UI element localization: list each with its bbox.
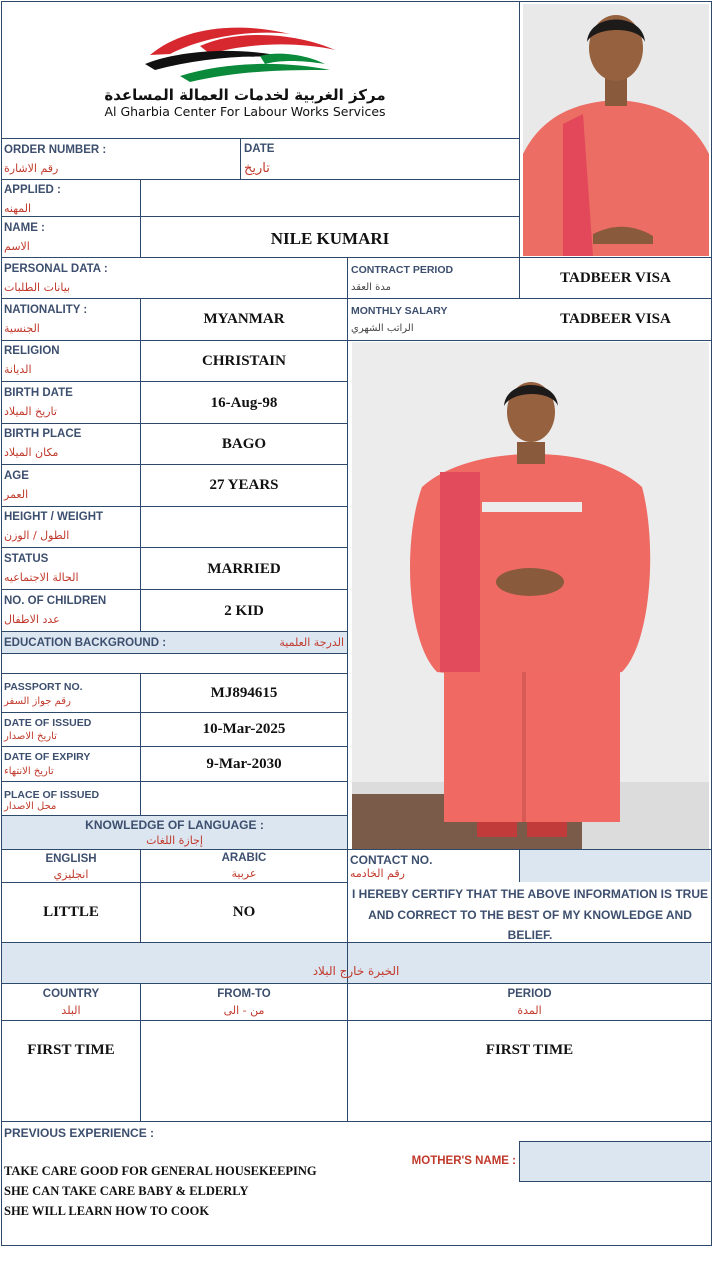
country-label: COUNTRY [42,988,100,1000]
age-label: AGE [4,470,29,482]
age-label-ar: العمر [4,488,29,501]
children-value: 2 KID [224,603,264,619]
certify-statement: I HEREBY CERTIFY THAT THE ABOVE INFORMATION IS TRUE AND CORRECT TO THE BEST OF MY KNOWLEDGE AND BELIEF. [351,887,708,942]
date-label-ar: تاريخ [244,161,270,176]
passport-no-label: PASSPORT NO. [4,681,83,693]
mothers-name-field [519,1141,710,1181]
previous-experience-label: PREVIOUS EXPERIENCE : [4,1126,155,1140]
company-logo [140,20,340,86]
height-weight-label-ar: الطول / الوزن [4,529,70,542]
date-label: DATE [244,143,275,155]
english-level-value: LITTLE [43,904,99,920]
monthly-salary-value: TADBEER VISA [560,311,671,327]
place-issued-label: PLACE OF ISSUED [4,789,100,801]
date-issued-label-ar: تاريخ الاصدار [4,731,57,742]
nationality-label: NATIONALITY : [4,304,88,316]
nationality-value: MYANMAR [203,311,285,327]
arabic-level-value: NO [232,904,256,920]
passport-no-label-ar: رقم جواز السفر [4,696,71,707]
english-label: ENGLISH [45,853,97,865]
education-label: EDUCATION BACKGROUND : [4,637,167,649]
personal-data-label-ar: بيانات الطلبات [4,281,71,294]
languages-label: KNOWLEDGE OF LANGUAGE : [85,818,264,832]
contact-no-label-ar: رقم الخادمه [350,867,405,880]
nationality-label-ar: الجنسية [4,322,40,335]
date-issued-label: DATE OF ISSUED [4,717,92,729]
date-expiry-label-ar: تاريخ الانتهاء [4,766,54,777]
date-issued-value: 10-Mar-2025 [202,721,286,737]
status-value: MARRIED [207,561,281,577]
period-value: FIRST TIME [485,1042,574,1058]
languages-label-ar: إجازة اللغات [146,834,203,847]
full-body-photo [352,342,709,849]
contract-period-label-ar: مدة العقد [351,282,391,293]
note-line: SHE WILL LEARN HOW TO COOK [4,1204,210,1218]
birth-place-label: BIRTH PLACE [4,428,82,440]
contract-period-value: TADBEER VISA [560,270,671,286]
education-label-ar: الدرجة العلمية [279,636,344,649]
date-expiry-value: 9-Mar-2030 [206,756,282,772]
religion-label: RELIGION [4,345,60,357]
status-label-ar: الحالة الاجتماعيه [4,571,79,584]
religion-label-ar: الديانة [4,363,32,376]
country-value: FIRST TIME [27,1042,115,1058]
portrait-photo [523,4,709,256]
contact-no-field [519,849,710,882]
company-arabic-name: مركز الغربية لخدمات العمالة المساعدة [104,86,386,104]
personal-data-label: PERSONAL DATA : [4,263,108,275]
country-label-ar: البلد [61,1004,81,1017]
from-to-label: FROM-TO [217,988,271,1000]
birth-date-label-ar: تاريخ الميلاد [4,405,57,418]
monthly-salary-label: MONTHLY SALARY [351,305,448,317]
note-line: SHE CAN TAKE CARE BABY & ELDERLY [4,1184,249,1198]
place-issued-label-ar: محل الاصدار [4,801,57,812]
birth-date-value: 16-Aug-98 [210,395,278,411]
english-label-ar: انجليزي [53,868,89,881]
order-number-label: ORDER NUMBER : [4,144,107,156]
birth-place-value: BAGO [221,436,267,452]
name-label-ar: الاسم [4,240,30,253]
height-weight-label: HEIGHT / WEIGHT [4,511,104,523]
order-number-label-ar: رقم الاشارة [4,162,59,175]
passport-no-value: MJ894615 [210,685,278,701]
contact-no-label: CONTACT NO. [350,853,433,867]
applied-label-ar: المهنه [4,202,32,215]
arabic-label-ar: عربية [231,867,257,880]
company-english-name: Al Gharbia Center For Labour Works Services [104,104,386,119]
note-line: TAKE CARE GOOD FOR GENERAL HOUSEKEEPING [4,1164,317,1178]
period-label-ar: المدة [517,1004,542,1017]
children-label: NO. OF CHILDREN [4,595,107,607]
children-label-ar: عدد الاطفال [4,613,60,626]
contract-period-label: CONTRACT PERIOD [351,264,454,276]
date-expiry-label: DATE OF EXPIRY [4,751,91,763]
period-label: PERIOD [507,988,552,1000]
religion-value: CHRISTAIN [202,353,286,369]
experience-abroad-label-ar: الخبرة خارج البلاد [312,964,400,978]
from-to-label-ar: من - الى [223,1004,265,1017]
name-value: NILE KUMARI [270,229,390,248]
status-label: STATUS [4,553,49,565]
birth-date-label: BIRTH DATE [4,387,73,399]
arabic-label: ARABIC [221,852,267,864]
applied-label: APPLIED : [4,184,61,196]
mothers-name-label: MOTHER'S NAME : [411,1155,516,1167]
age-value: 27 YEARS [209,477,279,493]
birth-place-label-ar: مكان الميلاد [4,446,59,459]
monthly-salary-label-ar: الراتب الشهري [351,323,414,334]
name-label: NAME : [4,222,45,234]
